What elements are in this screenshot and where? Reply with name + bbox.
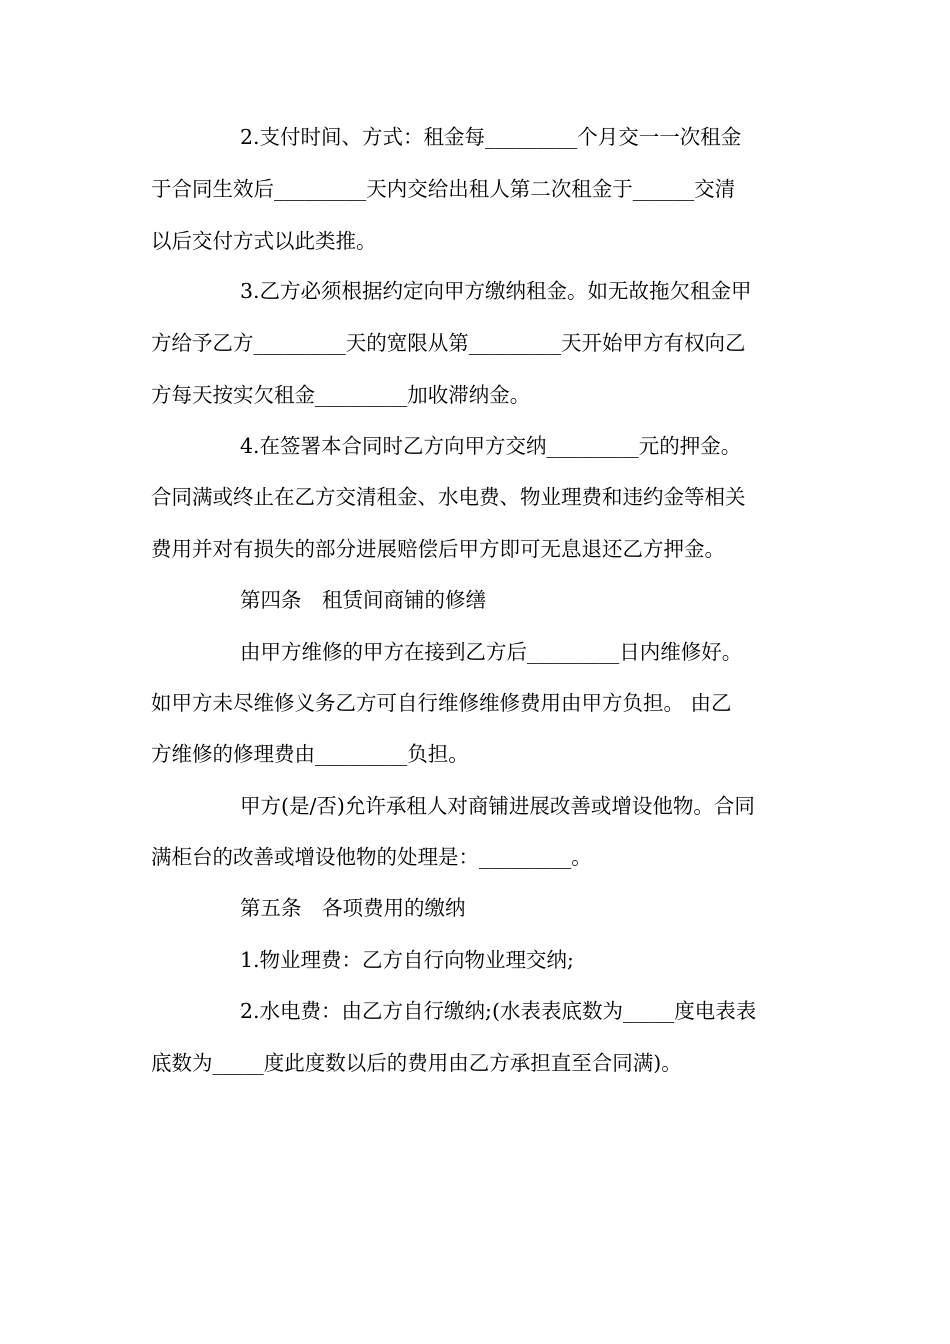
text-line: 如甲方未尽维修义务乙方可自行维修维修费用由甲方负担。 由乙: [151, 691, 732, 715]
text-line: 底数为_____度此度数以后的费用由乙方承担直至合同满)。: [151, 1051, 682, 1075]
text-line: 满柜台的改善或增设他物的处理是：_________。: [151, 845, 592, 869]
text-line: 3.乙方必须根据约定向甲方缴纳租金。如无故拖欠租金甲: [240, 279, 752, 303]
text-line: 方每天按实欠租金_________加收滞纳金。: [151, 383, 531, 407]
section-heading: 第四条 租赁间商铺的修缮: [240, 588, 486, 612]
text-line: 由甲方维修的甲方在接到乙方后_________日内维修好。: [240, 640, 743, 664]
text-line: 方维修的修理费由_________负担。: [151, 742, 469, 766]
text-line: 以后交付方式以此类推。: [151, 229, 377, 253]
text-line: 4.在签署本合同时乙方向甲方交纳_________元的押金。: [240, 434, 742, 458]
text-line: 费用并对有损失的部分进展赔偿后甲方即可无息退还乙方押金。: [151, 537, 725, 561]
text-line: 2.水电费：由乙方自行缴纳;(水表表底数为_____度电表表: [240, 999, 757, 1023]
text-line: 2.支付时间、方式：租金每_________个月交一一次租金: [240, 125, 742, 149]
text-line: 于合同生效后_________天内交给出租人第二次租金于______交清: [151, 177, 736, 201]
text-line: 甲方(是/否)允许承租人对商铺进展改善或增设他物。合同: [240, 794, 755, 818]
text-line: 方给予乙方_________天的宽限从第_________天开始甲方有权向乙: [151, 331, 746, 355]
text-line: 合同满或终止在乙方交清租金、水电费、物业理费和违约金等相关: [151, 485, 746, 509]
text-line: 1.物业理费：乙方自行向物业理交纳;: [240, 948, 574, 972]
section-heading: 第五条 各项费用的缴纳: [240, 896, 466, 920]
